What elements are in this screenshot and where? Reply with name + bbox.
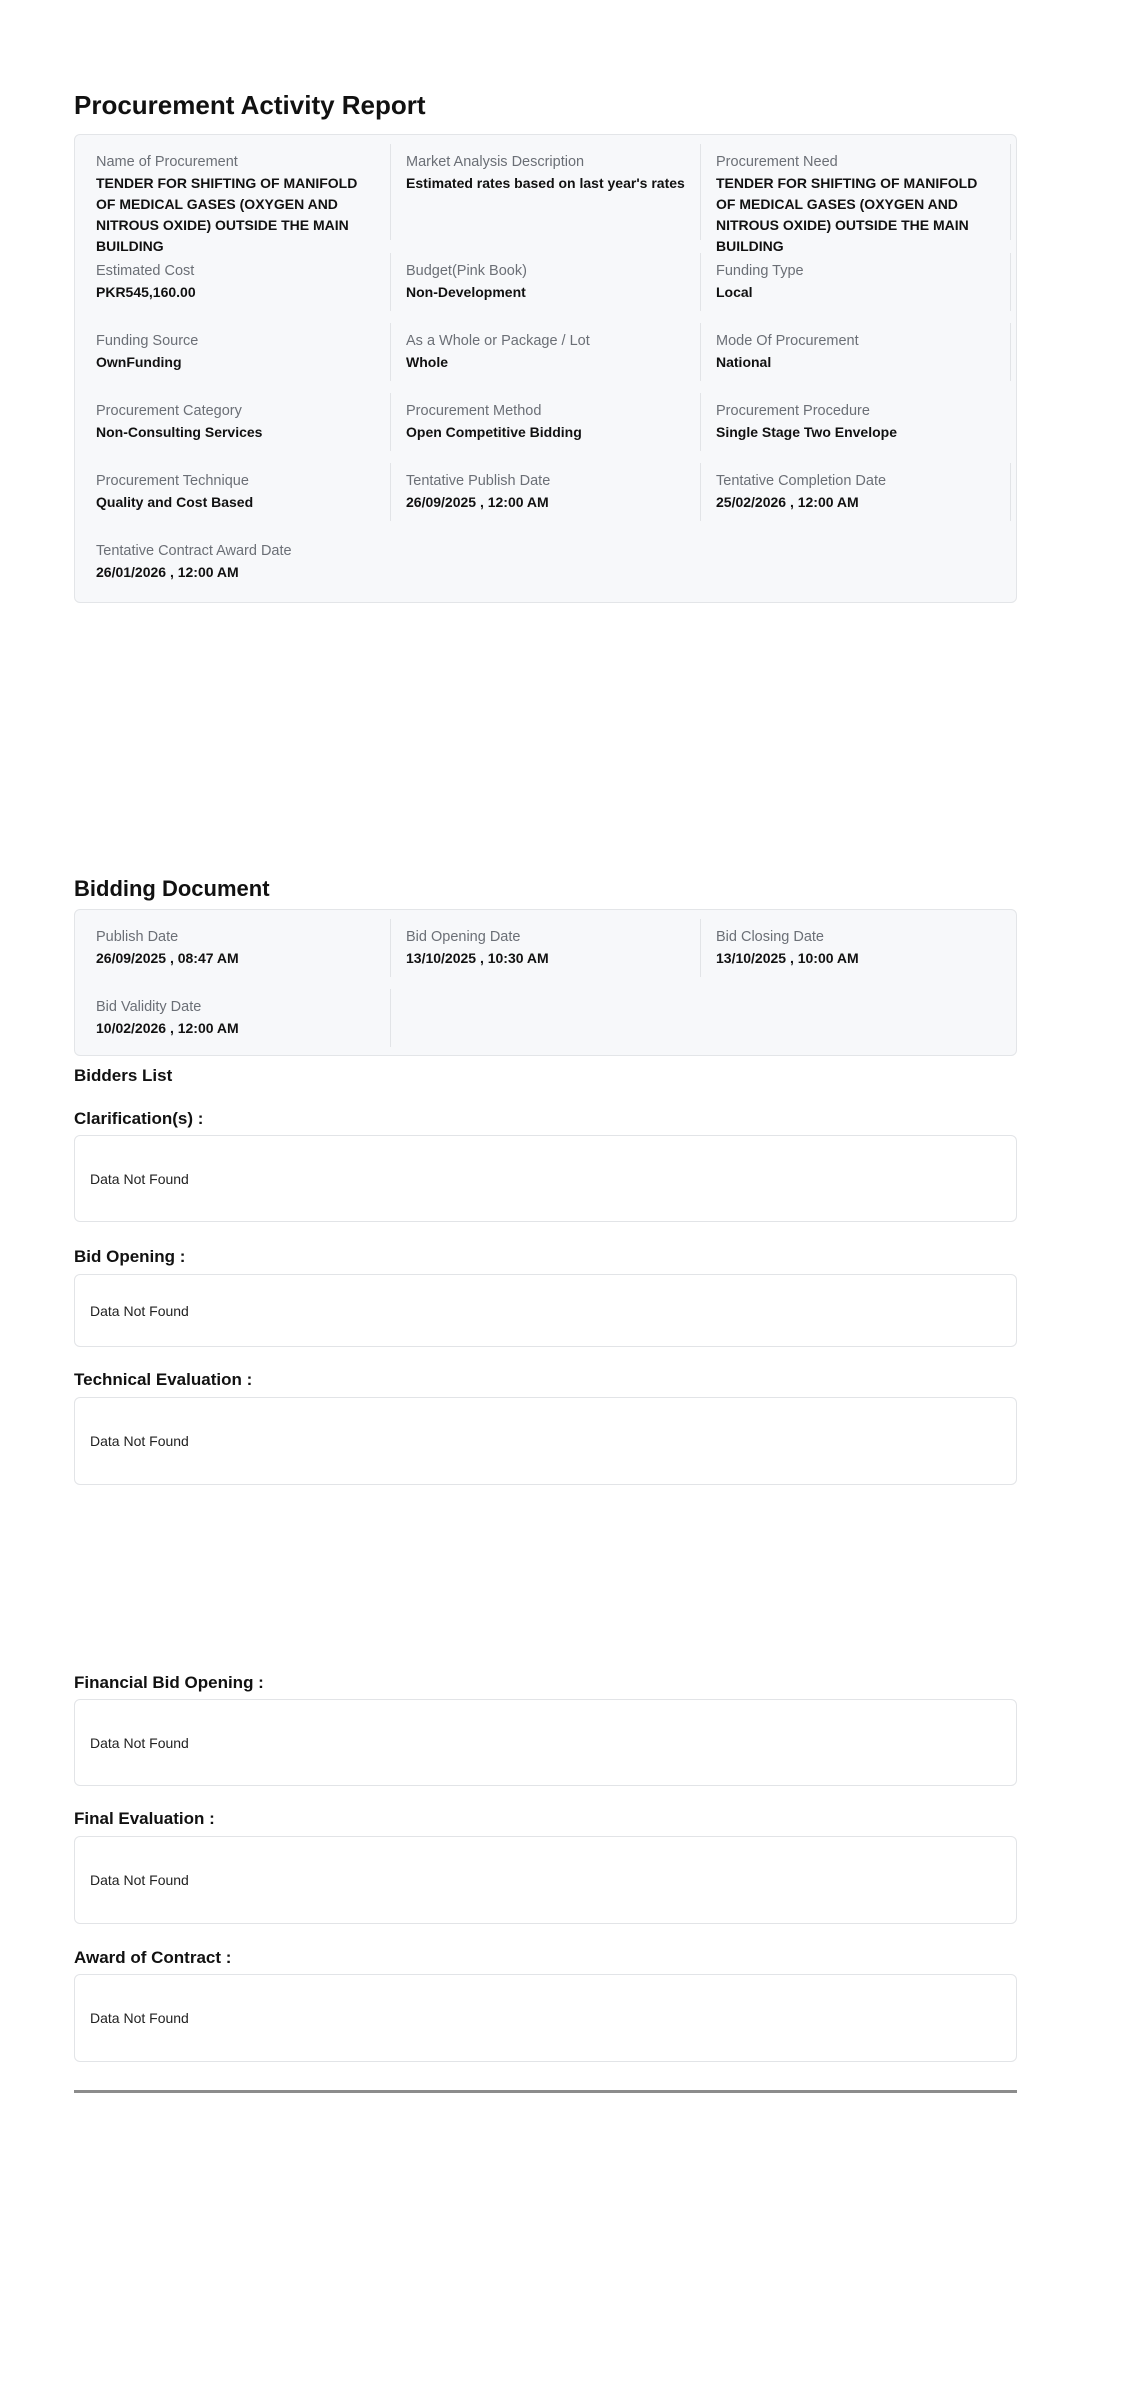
field-value: 13/10/2025 , 10:00 AM xyxy=(716,950,859,966)
empty-state-text: Data Not Found xyxy=(90,1734,189,1751)
field-label: Publish Date xyxy=(96,929,179,945)
field-label: Procurement Need xyxy=(716,154,838,170)
field-label: As a Whole or Package / Lot xyxy=(406,333,590,349)
empty-state-text: Data Not Found xyxy=(90,2010,189,2026)
field-label: Bid Opening Date xyxy=(406,929,521,945)
field-procurement-need xyxy=(701,144,1011,254)
field-label: Budget(Pink Book) xyxy=(406,263,527,279)
field-value: Single Stage Two Envelope xyxy=(716,424,897,440)
field-name-of-procurement xyxy=(81,144,391,254)
field-bid-opening-date xyxy=(391,919,701,977)
field-value: 13/10/2025 , 10:30 AM xyxy=(406,950,549,966)
field-label: Funding Source xyxy=(96,333,199,349)
field-procurement-method xyxy=(391,393,701,451)
divider xyxy=(74,2090,1017,2093)
field-value: 25/02/2026 , 12:00 AM xyxy=(716,494,859,510)
field-value: Open Competitive Bidding xyxy=(406,424,582,440)
empty-state-text: Data Not Found xyxy=(90,1302,189,1319)
field-label: Funding Type xyxy=(716,263,804,279)
field-budget xyxy=(391,253,701,311)
field-procurement-category xyxy=(81,393,391,451)
field-whole-or-package xyxy=(391,323,701,381)
bid-opening-heading: Bid Opening : xyxy=(74,1247,186,1266)
field-funding-source xyxy=(81,323,391,381)
field-value: PKR545,160.00 xyxy=(96,284,196,300)
bid-opening-panel xyxy=(74,1274,1017,1347)
field-market-analysis xyxy=(391,144,701,240)
field-label: Tentative Completion Date xyxy=(716,473,887,489)
final-evaluation-heading: Final Evaluation : xyxy=(74,1809,215,1828)
bidders-list-heading: Bidders List xyxy=(74,1066,173,1085)
field-value: TENDER FOR SHIFTING OF MANIFOLD OF MEDICAL GASES (OXYGEN AND NITROUS OXIDE) OUTSIDE THE MAIN BUILDING xyxy=(96,175,358,254)
field-value: 26/09/2025 , 08:47 AM xyxy=(96,950,239,966)
field-label: Bid Closing Date xyxy=(716,929,824,945)
field-value: 10/02/2026 , 12:00 AM xyxy=(96,1020,239,1036)
field-value: 26/09/2025 , 12:00 AM xyxy=(406,494,549,510)
field-label: Tentative Publish Date xyxy=(406,473,551,489)
award-of-contract-heading: Award of Contract : xyxy=(74,1948,232,1967)
field-value: Quality and Cost Based xyxy=(96,494,254,510)
field-estimated-cost xyxy=(81,253,391,311)
clarifications-panel xyxy=(74,1135,1017,1222)
final-evaluation-panel xyxy=(74,1836,1017,1924)
field-value: OwnFunding xyxy=(96,354,182,370)
field-tentative-publish-date xyxy=(391,463,701,521)
field-label: Estimated Cost xyxy=(96,263,195,279)
field-value: 26/01/2026 , 12:00 AM xyxy=(96,564,239,580)
field-mode-of-procurement xyxy=(701,323,1011,381)
field-publish-date xyxy=(81,919,391,977)
field-label: Procurement Category xyxy=(96,403,242,419)
field-value: National xyxy=(716,354,772,370)
field-value: Local xyxy=(716,284,753,300)
field-procurement-procedure xyxy=(701,393,1011,451)
field-label: Procurement Method xyxy=(406,403,542,419)
field-label: Mode Of Procurement xyxy=(716,333,859,349)
procurement-details-card xyxy=(74,134,1017,603)
field-procurement-technique xyxy=(81,463,391,521)
field-label: Procurement Procedure xyxy=(716,403,870,419)
field-value: Non-Consulting Services xyxy=(96,424,263,440)
bidding-document-card xyxy=(74,909,1017,1056)
field-value: Whole xyxy=(406,354,448,370)
bidding-document-heading: Bidding Document xyxy=(74,876,270,901)
financial-bid-opening-heading: Financial Bid Opening : xyxy=(74,1673,264,1692)
award-of-contract-panel xyxy=(74,1974,1017,2062)
field-label: Name of Procurement xyxy=(96,154,238,170)
page-title: Procurement Activity Report xyxy=(74,90,426,120)
empty-state-text: Data Not Found xyxy=(90,1170,189,1187)
financial-bid-opening-panel xyxy=(74,1699,1017,1786)
field-tentative-completion-date xyxy=(701,463,1011,521)
technical-evaluation-panel xyxy=(74,1397,1017,1485)
field-label: Procurement Technique xyxy=(96,473,249,489)
field-funding-type xyxy=(701,253,1011,311)
field-bid-closing-date xyxy=(701,919,1011,977)
field-label: Tentative Contract Award Date xyxy=(96,543,292,559)
field-value: Estimated rates based on last year's rates xyxy=(406,175,685,191)
field-value: Non-Development xyxy=(406,284,526,300)
empty-state-text: Data Not Found xyxy=(90,1872,189,1888)
empty-state-text: Data Not Found xyxy=(90,1433,189,1449)
clarifications-heading: Clarification(s) : xyxy=(74,1109,204,1128)
field-label: Bid Validity Date xyxy=(96,999,202,1015)
field-value: TENDER FOR SHIFTING OF MANIFOLD OF MEDICAL GASES (OXYGEN AND NITROUS OXIDE) OUTSIDE THE MAIN BUILDING xyxy=(716,175,978,254)
field-tentative-contract-award-date xyxy=(81,533,391,591)
technical-evaluation-heading: Technical Evaluation : xyxy=(74,1370,253,1389)
field-label: Market Analysis Description xyxy=(406,154,585,170)
field-bid-validity-date xyxy=(81,989,391,1047)
